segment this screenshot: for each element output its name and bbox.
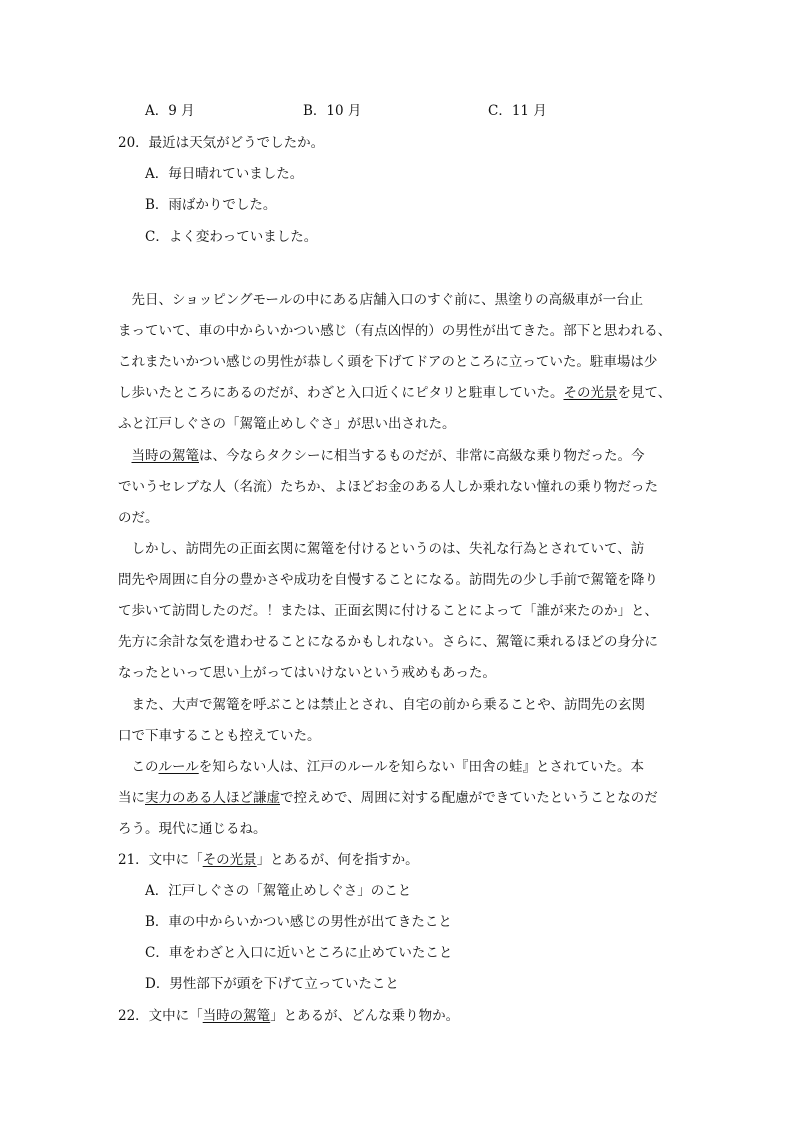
q21-option-a: A．江戸しぐさの「駕篭止めしぐさ」のこと <box>145 883 412 899</box>
passage-p4-line1: また、大声で駕篭を呼ぶことは禁止とされ、自宅の前から乗ることや、訪問先の玄関 <box>118 697 646 713</box>
underline-sono-kokei: その光景 <box>563 385 618 401</box>
passage-p5-line1: このルールを知らない人は、江戸のルールを知らない『田舎の蛙』とされていた。本 <box>118 759 644 775</box>
q20-option-a: A．毎日晴れていました。 <box>145 166 304 182</box>
q19-option-b: B．10 月 <box>303 103 362 119</box>
q20-stem: 20．最近は天気がどうでしたか。 <box>118 135 325 151</box>
passage-p4-line2: 口で下車することも控えていた。 <box>118 728 321 744</box>
q19-option-a: A．9 月 <box>145 103 195 119</box>
passage-p1-line4: し歩いたところにあるのだが、わざと入口近くにピタリと駐車していた。その光景を見て、 <box>118 385 672 401</box>
passage-p1-line5: ふと江戸しぐさの「駕篭止めしぐさ」が思い出された。 <box>118 416 456 432</box>
underline-jitsuryoku: 実力のある人ほど謙虚 <box>145 790 280 806</box>
passage-p5-line2: 当に実力のある人ほど謙虚で控えめで、周囲に対する配慮ができていたということなのだ <box>118 790 658 806</box>
passage-p3-line4: 先方に余計な気を遣わせることになるかもしれない。さらに、駕篭に乗れるほどの身分に <box>118 634 658 650</box>
q19-option-c: C．11 月 <box>488 103 547 119</box>
passage-p2-line3: のだ。 <box>118 510 159 526</box>
q22-stem: 22．文中に「当時の駕篭」とあるが、どんな乗り物か。 <box>118 1008 460 1024</box>
q21-option-c: C．車をわざと入口に近いところに止めていたこと <box>145 945 453 961</box>
passage-p1-line1: 先日、ショッピングモールの中にある店舗入口のすぐ前に、黒塗りの高級車が一台止 <box>118 292 644 308</box>
q21-option-b: B．車の中からいかつい感じの男性が出てきたこと <box>145 914 452 930</box>
passage-p1-line3: これまたいかつい感じの男性が恭しく頭を下げてドアのところに立っていた。駐車場は少 <box>118 354 658 370</box>
underline-toji-no-kago: 当時の駕篭 <box>131 448 199 464</box>
passage-p2-line2: でいうセレブな人（名流）たちか、よほどお金のある人しか乗れない憧れの乗り物だった <box>118 479 658 495</box>
q20-option-c: C．よく変わっていました。 <box>145 229 318 245</box>
passage-p5-line3: ろう。現代に通じるね。 <box>118 821 267 837</box>
q21-stem: 21．文中に「その光景」とあるが、何を指すか。 <box>118 852 419 868</box>
passage-p3-line3: て歩いて訪問したのだ。！または、正面玄関に付けることによって「誰が来たのか」と、 <box>118 603 658 619</box>
passage-p1-line2: まっていて、車の中からいかつい感じ（有点凶悍的）の男性が出てきた。部下と思われる、 <box>118 323 672 339</box>
q21-option-d: D．男性部下が頭を下げて立っていたこと <box>145 976 399 992</box>
q20-option-b: B．雨ばかりでした。 <box>145 197 277 213</box>
passage-p3-line5: なったといって思い上がってはいけないという戒めもあった。 <box>118 665 496 681</box>
passage-p3-line1: しかし、訪問先の正面玄関に駕篭を付けるというのは、失礼な行為とされていて、訪 <box>118 541 645 557</box>
underline-rule: ルール <box>158 759 199 775</box>
passage-p2-line1: 当時の駕篭は、今ならタクシーに相当するものだが、非常に高級な乗り物だった。今 <box>131 448 645 464</box>
passage-p3-line2: 問先や周囲に自分の豊かさや成功を自慢することになる。訪問先の少し手前で駕篭を降り <box>118 572 658 588</box>
